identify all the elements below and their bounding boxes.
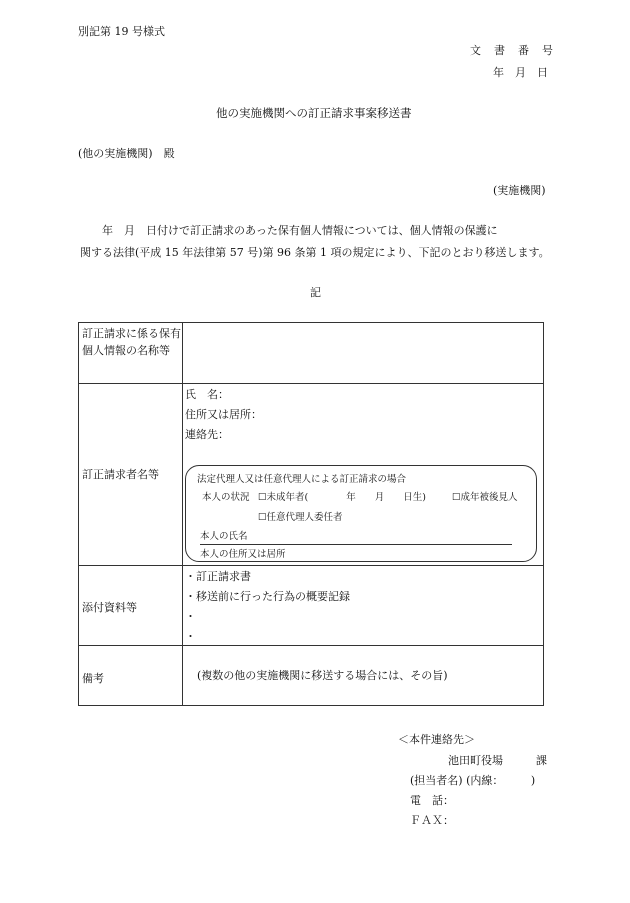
contact-header: ＜本件連絡先＞ xyxy=(398,733,475,746)
contact-phone: 電 話： xyxy=(410,794,454,807)
principal-status-label: 本人の状況 xyxy=(202,492,250,503)
status-adult-guardian-checkbox[interactable]: ☐成年被後見人 xyxy=(452,492,518,503)
row-label-attachments: 添付資料等 xyxy=(82,601,137,614)
attachment-item-3: ・ xyxy=(185,610,196,623)
attachment-item-2: ・移送前に行った行為の概要記録 xyxy=(185,590,350,603)
requester-address-label: 住所又は居所： xyxy=(185,408,262,421)
row-label-requester: 訂正請求者名等 xyxy=(82,468,159,481)
table-row-divider xyxy=(79,565,543,566)
body-line-1: 年 月 日付けで訂正請求のあった保有個人情報については、個人情報の保護に xyxy=(80,224,498,237)
detail-table xyxy=(78,322,544,706)
agent-request-box xyxy=(185,465,537,562)
document-number-label: 文 書 番 号 xyxy=(470,44,554,57)
requester-name-label: 氏 名： xyxy=(185,388,229,401)
status-agent-checkbox[interactable]: ☐任意代理人委任者 xyxy=(258,512,343,523)
row-label-info-name: 訂正請求に係る保有個人情報の名称等 xyxy=(82,327,181,357)
contact-office: 池田町役場 課 xyxy=(448,754,547,767)
ki-marker: 記 xyxy=(310,286,321,299)
status-minor-checkbox[interactable]: ☐未成年者( 年 月 日生) xyxy=(258,492,426,503)
requester-contact-label: 連絡先： xyxy=(185,428,229,441)
remarks-text: (複数の他の実施機関に移送する場合には、その旨) xyxy=(197,669,448,682)
body-line-2: 関する法律(平成 15 年法律第 57 号)第 96 条第 1 項の規定により、下記のとおり移送します。 xyxy=(80,246,550,259)
principal-address-underline xyxy=(200,561,512,562)
recipient: (他の実施機関) 殿 xyxy=(78,147,175,160)
form-id: 別記第 19 号様式 xyxy=(78,25,165,38)
row-label-remarks: 備考 xyxy=(82,672,104,685)
attachment-item-4: ・ xyxy=(185,630,196,643)
contact-fax: ＦＡＸ： xyxy=(410,814,454,827)
attachment-item-1: ・訂正請求書 xyxy=(185,570,251,583)
principal-name-label: 本人の氏名 xyxy=(200,531,248,542)
contact-person: (担当者名) (内線： ) xyxy=(410,774,536,787)
principal-name-underline xyxy=(200,544,512,545)
table-column-divider xyxy=(182,323,183,705)
sender: (実施機関) xyxy=(493,184,546,197)
principal-address-label: 本人の住所又は居所 xyxy=(200,549,286,560)
table-row-divider xyxy=(79,383,543,384)
document-title: 他の実施機関への訂正請求事案移送書 xyxy=(216,106,412,120)
date-label: 年 月 日 xyxy=(493,66,548,79)
agent-box-title: 法定代理人又は任意代理人による訂正請求の場合 xyxy=(197,474,407,485)
table-row-divider xyxy=(79,645,543,646)
